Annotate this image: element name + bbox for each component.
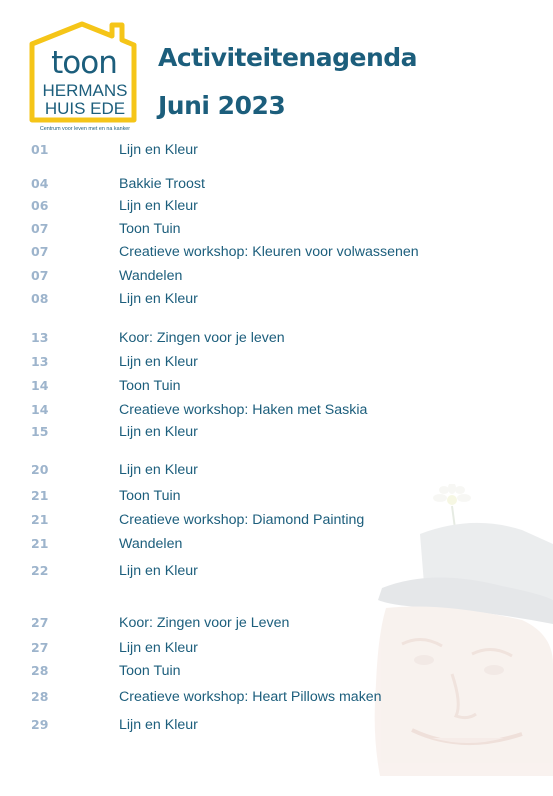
logo-line-2: HUIS EDE <box>44 99 126 118</box>
agenda-date: 28 <box>31 663 49 678</box>
agenda-date: 08 <box>31 291 49 306</box>
agenda-activity: Creatieve workshop: Diamond Painting <box>119 512 365 528</box>
agenda-activity: Toon Tuin <box>119 221 181 237</box>
agenda-activity: Toon Tuin <box>119 378 181 394</box>
agenda-activity: Koor: Zingen voor je Leven <box>119 615 290 631</box>
agenda-row <box>0 140 553 160</box>
agenda-date: 27 <box>31 640 49 655</box>
agenda-activity: Wandelen <box>119 268 183 284</box>
agenda-date: 04 <box>31 176 49 191</box>
agenda-activity: Bakkie Troost <box>119 176 205 192</box>
agenda-date: 06 <box>31 198 49 213</box>
agenda-row <box>0 242 553 262</box>
agenda-activity: Koor: Zingen voor je leven <box>119 330 285 346</box>
agenda-activity: Lijn en Kleur <box>119 424 198 440</box>
agenda-date: 07 <box>31 221 49 236</box>
agenda-date: 14 <box>31 378 49 393</box>
agenda-row <box>0 661 553 681</box>
agenda-activity: Creatieve workshop: Haken met Saskia <box>119 402 368 418</box>
agenda-date: 20 <box>31 462 49 477</box>
agenda-row <box>0 486 553 506</box>
agenda-row <box>0 376 553 396</box>
agenda-activity: Creatieve workshop: Kleuren voor volwassenen <box>119 244 419 260</box>
agenda-row <box>0 422 553 442</box>
agenda-date: 07 <box>31 268 49 283</box>
agenda-date: 22 <box>31 563 49 578</box>
agenda-row <box>0 561 553 581</box>
agenda-date: 15 <box>31 424 49 439</box>
agenda-row <box>0 715 553 735</box>
agenda-row <box>0 613 553 633</box>
agenda-row <box>0 174 553 194</box>
agenda-date: 14 <box>31 402 49 417</box>
agenda-activity: Lijn en Kleur <box>119 198 198 214</box>
agenda-activity: Toon Tuin <box>119 663 181 679</box>
agenda-activity: Lijn en Kleur <box>119 462 198 478</box>
agenda-activity: Lijn en Kleur <box>119 354 198 370</box>
agenda-row <box>0 328 553 348</box>
agenda-row <box>0 219 553 239</box>
agenda-activity: Toon Tuin <box>119 488 181 504</box>
agenda-date: 13 <box>31 354 49 369</box>
agenda-date: 21 <box>31 512 49 527</box>
agenda-activity: Lijn en Kleur <box>119 640 198 656</box>
agenda-date: 27 <box>31 615 49 630</box>
agenda-activity: Lijn en Kleur <box>119 291 198 307</box>
agenda-date: 21 <box>31 536 49 551</box>
agenda-date: 07 <box>31 244 49 259</box>
logo-word: toon <box>51 45 117 81</box>
agenda-row <box>0 510 553 530</box>
logo-tagline: Centrum voor leven met en na kanker <box>39 126 131 132</box>
agenda-activity: Lijn en Kleur <box>119 563 198 579</box>
agenda-date: 29 <box>31 717 49 732</box>
page-subtitle: Juni 2023 <box>158 91 286 120</box>
agenda-activity: Lijn en Kleur <box>119 717 198 733</box>
agenda-row <box>0 687 553 707</box>
agenda-row <box>0 289 553 309</box>
agenda-activity: Lijn en Kleur <box>119 142 198 158</box>
page-title: Activiteitenagenda <box>158 43 418 72</box>
agenda-row <box>0 352 553 372</box>
agenda-date: 28 <box>31 689 49 704</box>
agenda-row <box>0 638 553 658</box>
agenda-row <box>0 400 553 420</box>
agenda-date: 21 <box>31 488 49 503</box>
agenda-date: 13 <box>31 330 49 345</box>
agenda-date: 01 <box>31 142 49 157</box>
agenda-row <box>0 196 553 216</box>
logo-line-1: HERMANS <box>42 81 128 100</box>
agenda-row <box>0 266 553 286</box>
agenda-row <box>0 534 553 554</box>
agenda-activity: Creatieve workshop: Heart Pillows maken <box>119 689 382 705</box>
agenda-row <box>0 460 553 480</box>
agenda-activity: Wandelen <box>119 536 183 552</box>
